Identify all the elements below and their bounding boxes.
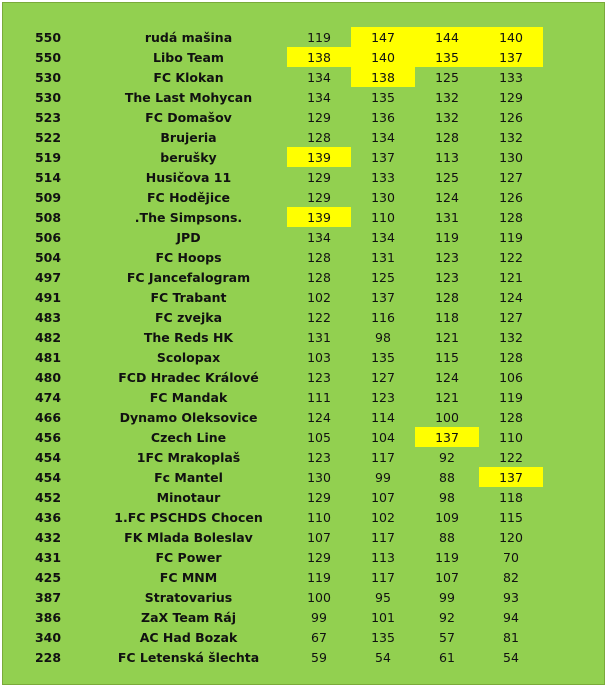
round-score-cell: 123	[307, 449, 331, 465]
round-score-cell: 140	[351, 47, 415, 67]
round-score-cell: 118	[499, 489, 523, 505]
round-score-cell: 132	[435, 109, 459, 125]
table-row	[6, 47, 543, 67]
round-score-cell: 125	[435, 169, 459, 185]
total-points-cell: 228	[34, 649, 62, 665]
round-score-cell: 122	[307, 309, 331, 325]
total-points-cell: 454	[34, 449, 62, 465]
round-score-cell: 127	[371, 369, 395, 385]
round-score-cell: 128	[307, 249, 331, 265]
table-row	[6, 607, 543, 627]
round-score-cell: 135	[415, 47, 479, 67]
table-row	[6, 107, 543, 127]
table-row	[6, 367, 543, 387]
round-score-cell: 111	[307, 389, 331, 405]
round-score-cell: 116	[371, 309, 395, 325]
round-score-cell: 113	[435, 149, 459, 165]
round-score-cell: 102	[371, 509, 395, 525]
round-score-cell: 129	[499, 89, 523, 105]
total-points-cell: 456	[34, 429, 62, 445]
round-score-cell: 104	[371, 429, 395, 445]
team-name-cell: JPD	[176, 229, 201, 245]
team-name-cell: 1.FC PSCHDS Chocen	[114, 509, 263, 525]
table-row	[6, 487, 543, 507]
total-points-cell: 514	[34, 169, 62, 185]
round-score-cell: 107	[371, 489, 395, 505]
round-score-cell: 98	[375, 329, 391, 345]
round-score-cell: 124	[435, 369, 459, 385]
table-row	[6, 67, 543, 87]
table-row	[6, 327, 543, 347]
round-score-cell: 128	[499, 349, 523, 365]
team-name-cell: Czech Line	[150, 429, 227, 445]
total-points-cell: 491	[34, 289, 62, 305]
team-name-cell: FC Trabant	[150, 289, 227, 305]
table-row	[6, 127, 543, 147]
team-name-cell: The Reds HK	[143, 329, 234, 345]
round-score-cell: 117	[371, 569, 395, 585]
team-name-cell: berušky	[160, 149, 217, 165]
round-score-cell: 129	[307, 109, 331, 125]
total-points-cell: 506	[34, 229, 62, 245]
round-score-cell: 133	[371, 169, 395, 185]
team-name-cell: FC zvejka	[155, 309, 222, 325]
round-score-cell: 138	[287, 47, 351, 67]
total-points-cell: 340	[34, 629, 62, 645]
round-score-cell: 54	[375, 649, 391, 665]
total-points-cell: 466	[34, 409, 62, 425]
table-row	[6, 287, 543, 307]
table-row	[6, 527, 543, 547]
table-row	[6, 627, 543, 647]
total-points-cell: 483	[34, 309, 62, 325]
total-points-cell: 504	[34, 249, 62, 265]
round-score-cell: 92	[439, 609, 455, 625]
round-score-cell: 105	[307, 429, 331, 445]
round-score-cell: 117	[371, 449, 395, 465]
round-score-cell: 119	[307, 29, 331, 45]
round-score-cell: 127	[499, 169, 523, 185]
team-name-cell: FC Letenská šlechta	[117, 649, 260, 665]
total-points-cell: 386	[34, 609, 62, 625]
round-score-cell: 129	[307, 189, 331, 205]
standings-rows	[6, 27, 543, 667]
round-score-cell: 129	[307, 489, 331, 505]
round-score-cell: 130	[499, 149, 523, 165]
total-points-cell: 474	[34, 389, 62, 405]
round-score-cell: 99	[311, 609, 327, 625]
total-points-cell: 550	[34, 49, 62, 65]
round-score-cell: 70	[503, 549, 519, 565]
round-score-cell: 99	[439, 589, 455, 605]
round-score-cell: 134	[307, 69, 331, 85]
table-row	[6, 147, 543, 167]
round-score-cell: 128	[499, 409, 523, 425]
total-points-cell: 452	[34, 489, 62, 505]
team-name-cell: The Last Mohycan	[124, 89, 253, 105]
table-row	[6, 587, 543, 607]
round-score-cell: 93	[503, 589, 519, 605]
round-score-cell: 95	[375, 589, 391, 605]
team-name-cell: Fc Mantel	[154, 469, 223, 485]
round-score-cell: 54	[503, 649, 519, 665]
total-points-cell: 509	[34, 189, 62, 205]
round-score-cell: 123	[307, 369, 331, 385]
round-score-cell: 123	[371, 389, 395, 405]
table-row	[6, 27, 543, 47]
table-row	[6, 467, 543, 487]
round-score-cell: 133	[499, 69, 523, 85]
round-score-cell: 119	[499, 389, 523, 405]
round-score-cell: 126	[499, 109, 523, 125]
round-score-cell: 119	[435, 549, 459, 565]
team-name-cell: FC Klokan	[153, 69, 224, 85]
round-score-cell: 98	[439, 489, 455, 505]
round-score-cell: 94	[503, 609, 519, 625]
total-points-cell: 519	[34, 149, 62, 165]
standings-table	[6, 27, 543, 667]
round-score-cell: 113	[371, 549, 395, 565]
round-score-cell: 124	[307, 409, 331, 425]
round-score-cell: 128	[435, 289, 459, 305]
table-row	[6, 187, 543, 207]
round-score-cell: 88	[439, 529, 455, 545]
round-score-cell: 102	[307, 289, 331, 305]
round-score-cell: 139	[287, 207, 351, 227]
total-points-cell: 454	[34, 469, 62, 485]
team-name-cell: FC MNM	[159, 569, 218, 585]
round-score-cell: 117	[371, 529, 395, 545]
round-score-cell: 131	[435, 209, 459, 225]
round-score-cell: 119	[435, 229, 459, 245]
table-row	[6, 167, 543, 187]
table-row	[6, 447, 543, 467]
round-score-cell: 132	[435, 89, 459, 105]
table-row	[6, 247, 543, 267]
round-score-cell: 115	[435, 349, 459, 365]
total-points-cell: 530	[34, 89, 62, 105]
total-points-cell: 482	[34, 329, 62, 345]
round-score-cell: 120	[499, 529, 523, 545]
round-score-cell: 125	[371, 269, 395, 285]
round-score-cell: 130	[371, 189, 395, 205]
round-score-cell: 140	[479, 27, 543, 47]
team-name-cell: FK Mlada Boleslav	[124, 529, 253, 545]
team-name-cell: Scolopax	[156, 349, 221, 365]
round-score-cell: 144	[415, 27, 479, 47]
table-row	[6, 307, 543, 327]
round-score-cell: 114	[371, 409, 395, 425]
round-score-cell: 127	[499, 309, 523, 325]
round-score-cell: 88	[439, 469, 455, 485]
team-name-cell: Stratovarius	[144, 589, 233, 605]
round-score-cell: 123	[435, 269, 459, 285]
round-score-cell: 130	[307, 469, 331, 485]
round-score-cell: 119	[499, 229, 523, 245]
round-score-cell: 121	[435, 389, 459, 405]
round-score-cell: 136	[371, 109, 395, 125]
standings-panel	[2, 2, 605, 685]
team-name-cell: .The Simpsons.	[134, 209, 243, 225]
round-score-cell: 147	[351, 27, 415, 47]
table-row	[6, 87, 543, 107]
round-score-cell: 92	[439, 449, 455, 465]
round-score-cell: 122	[499, 449, 523, 465]
total-points-cell: 481	[34, 349, 62, 365]
round-score-cell: 110	[371, 209, 395, 225]
round-score-cell: 135	[371, 89, 395, 105]
round-score-cell: 128	[499, 209, 523, 225]
team-name-cell: Dynamo Oleksovice	[119, 409, 258, 425]
team-name-cell: Minotaur	[156, 489, 221, 505]
round-score-cell: 123	[435, 249, 459, 265]
round-score-cell: 100	[435, 409, 459, 425]
table-row	[6, 387, 543, 407]
team-name-cell: rudá mašina	[144, 29, 233, 45]
table-row	[6, 567, 543, 587]
table-row	[6, 547, 543, 567]
total-points-cell: 522	[34, 129, 62, 145]
team-name-cell: Libo Team	[153, 49, 224, 65]
total-points-cell: 480	[34, 369, 62, 385]
round-score-cell: 109	[435, 509, 459, 525]
table-row	[6, 427, 543, 447]
round-score-cell: 134	[371, 229, 395, 245]
round-score-cell: 110	[307, 509, 331, 525]
round-score-cell: 115	[499, 509, 523, 525]
team-name-cell: FC Hoops	[155, 249, 222, 265]
round-score-cell: 129	[307, 549, 331, 565]
table-row	[6, 227, 543, 247]
round-score-cell: 131	[307, 329, 331, 345]
round-score-cell: 128	[435, 129, 459, 145]
table-row	[6, 407, 543, 427]
total-points-cell: 508	[34, 209, 62, 225]
round-score-cell: 137	[479, 467, 543, 487]
round-score-cell: 138	[351, 67, 415, 87]
round-score-cell: 124	[435, 189, 459, 205]
team-name-cell: FC Jancefalogram	[126, 269, 251, 285]
round-score-cell: 137	[415, 427, 479, 447]
round-score-cell: 122	[499, 249, 523, 265]
team-name-cell: FCD Hradec Králové	[118, 369, 259, 385]
round-score-cell: 82	[503, 569, 519, 585]
team-name-cell: ZaX Team Ráj	[141, 609, 236, 625]
team-name-cell: 1FC Mrakoplaš	[136, 449, 241, 465]
team-name-cell: Brujeria	[160, 129, 217, 145]
round-score-cell: 132	[499, 329, 523, 345]
round-score-cell: 125	[435, 69, 459, 85]
round-score-cell: 131	[371, 249, 395, 265]
team-name-cell: FC Power	[155, 549, 222, 565]
round-score-cell: 61	[439, 649, 455, 665]
round-score-cell: 129	[307, 169, 331, 185]
round-score-cell: 124	[499, 289, 523, 305]
round-score-cell: 137	[371, 289, 395, 305]
round-score-cell: 135	[371, 629, 395, 645]
total-points-cell: 431	[34, 549, 62, 565]
table-row	[6, 647, 543, 667]
round-score-cell: 107	[435, 569, 459, 585]
team-name-cell: AC Had Bozak	[139, 629, 238, 645]
round-score-cell: 67	[311, 629, 327, 645]
total-points-cell: 530	[34, 69, 62, 85]
table-row	[6, 207, 543, 227]
round-score-cell: 57	[439, 629, 455, 645]
total-points-cell: 523	[34, 109, 62, 125]
table-row	[6, 347, 543, 367]
round-score-cell: 99	[375, 469, 391, 485]
round-score-cell: 128	[307, 129, 331, 145]
table-row	[6, 267, 543, 287]
round-score-cell: 139	[287, 147, 351, 167]
total-points-cell: 387	[34, 589, 62, 605]
round-score-cell: 59	[311, 649, 327, 665]
round-score-cell: 132	[499, 129, 523, 145]
round-score-cell: 101	[371, 609, 395, 625]
table-row	[6, 507, 543, 527]
team-name-cell: FC Hodějice	[147, 189, 230, 205]
total-points-cell: 425	[34, 569, 62, 585]
round-score-cell: 107	[307, 529, 331, 545]
round-score-cell: 134	[307, 229, 331, 245]
round-score-cell: 121	[435, 329, 459, 345]
total-points-cell: 436	[34, 509, 62, 525]
round-score-cell: 106	[499, 369, 523, 385]
round-score-cell: 121	[499, 269, 523, 285]
round-score-cell: 81	[503, 629, 519, 645]
team-name-cell: FC Domašov	[145, 109, 232, 125]
total-points-cell: 497	[34, 269, 62, 285]
team-name-cell: Husičova 11	[145, 169, 232, 185]
total-points-cell: 550	[34, 29, 62, 45]
round-score-cell: 128	[307, 269, 331, 285]
round-score-cell: 119	[307, 569, 331, 585]
round-score-cell: 135	[371, 349, 395, 365]
round-score-cell: 118	[435, 309, 459, 325]
round-score-cell: 103	[307, 349, 331, 365]
round-score-cell: 137	[479, 47, 543, 67]
round-score-cell: 100	[307, 589, 331, 605]
team-name-cell: FC Mandak	[149, 389, 228, 405]
round-score-cell: 126	[499, 189, 523, 205]
round-score-cell: 134	[307, 89, 331, 105]
total-points-cell: 432	[34, 529, 62, 545]
round-score-cell: 110	[499, 429, 523, 445]
round-score-cell: 134	[371, 129, 395, 145]
round-score-cell: 137	[371, 149, 395, 165]
